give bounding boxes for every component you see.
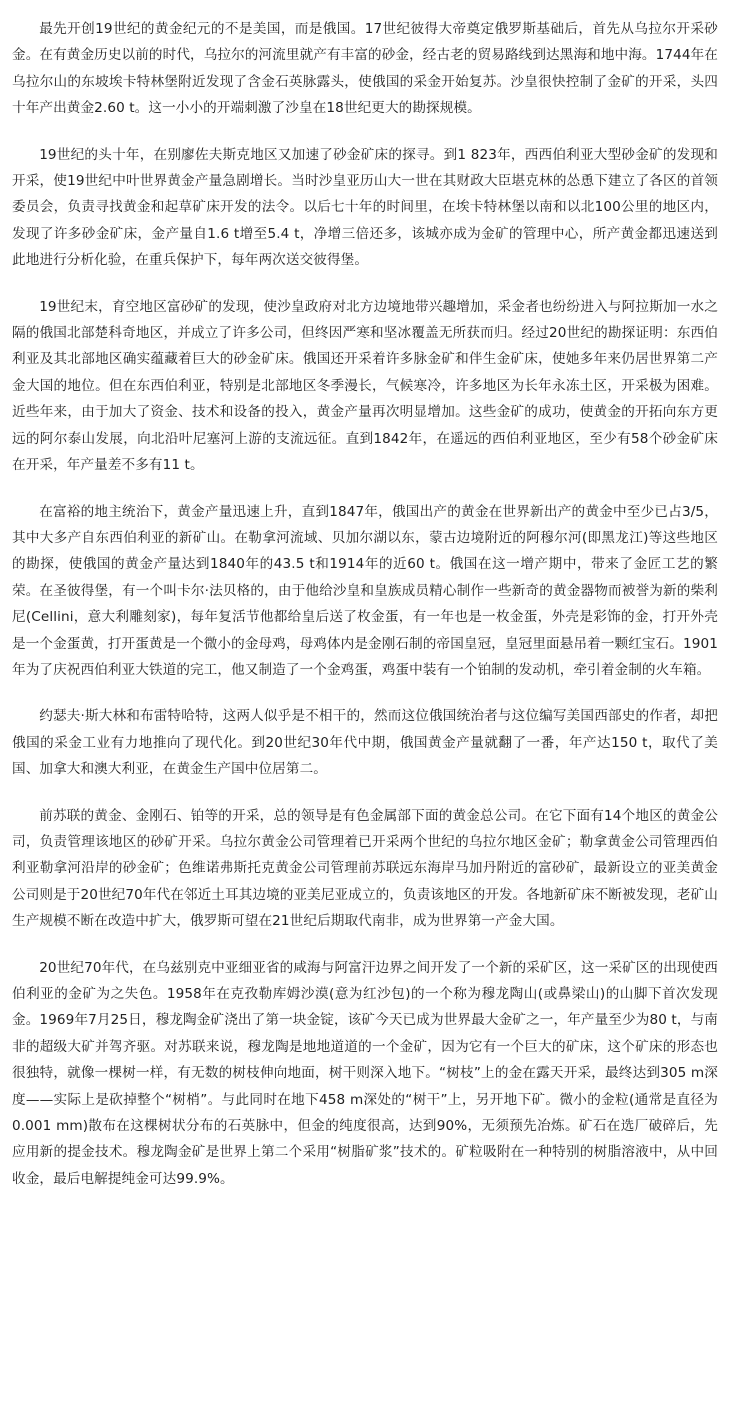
- paragraph-7: 20世纪70年代，在乌兹别克中亚细亚省的咸海与阿富汗边界之间开发了一个新的采矿区，这一采矿区的出现使西伯利亚的金矿为之失色。1958年在克孜勒库姆沙漠(意为红沙包)的一个称为穆龙陶山(或鼻梁山)的山脚下首次发现金。1969年7月25日，穆龙陶金矿浇出了第一块金锭，该矿今天已成为世界最大金矿之一，年产量至少为80 t，与南非的超级大矿并驾齐驱。对苏联来说，穆龙陶是地地道道的一个金矿，因为它有一个巨大的矿床，这个矿床的形态也很独特，就像一棵树一样，有无数的树枝伸向地面，树干则深入地下。“树枝”上的金在露天开采，最终达到305 m深度——实际上是砍掉整个“树梢”。与此同时在地下458 m深处的“树干”上，另开地下矿。微小的金粒(通常是直径为0.001 mm)散布在这棵树状分布的石英脉中，但金的纯度很高，达到90%，无须预先冶炼。矿石在选厂破碎后，先应用新的提金技术。穆龙陶金矿是世界上第二个采用“树脂矿浆”技术的。矿粒吸附在一种特别的树脂溶液中，从中回收金，最后电解提纯金可达99.9%。: [12, 959, 718, 1187]
- paragraph-3: 19世纪末，育空地区富砂矿的发现，使沙皇政府对北方边境地带兴趣增加，采金者也纷纷进入与阿拉斯加一水之隔的俄国北部楚科奇地区，并成立了许多公司，但终因严寒和坚冰覆盖无所获而归。经过20世纪的勘探证明：东西伯利亚及其北部地区确实蕴藏着巨大的砂金矿床。俄国还开采着许多脉金矿和伴生金矿床，使她多年来仍居世界第二产金大国的地位。但在东西伯利亚，特别是北部地区冬季漫长，气候寒冷，许多地区为长年永冻土区，开采极为困难。近些年来，由于加大了资金、技术和设备的投入，黄金产量再次明显增加。这些金矿的成功，使黄金的开拓向东方更远的阿尔泰山发展，向北沿叶尼塞河上游的支流远征。直到1842年，在遥远的西伯利亚地区，至少有58个砂金矿床在开采，年产量差不多有11 t。: [12, 298, 718, 474]
- paragraph-4: 在富裕的地主统治下，黄金产量迅速上升，直到1847年，俄国出产的黄金在世界新出产的黄金中至少已占3/5，其中大多产自东西伯利亚的新矿山。在勒拿河流域、贝加尔湖以东，蒙古边境附近的阿穆尔河(即黑龙江)等这些地区的勘探，使俄国的黄金产量达到1840年的43.5 t和1914年的近60 t。俄国在这一增产期中，带来了金匠工艺的繁荣。在圣彼得堡，有一个叫卡尔·法贝格的，由于他给沙皇和皇族成员精心制作一些新奇的黄金器物而被誉为新的柴利尼(Cellini，意大利雕刻家)，每年复活节他都给皇后送了枚金蛋，有一年也是一枚金蛋，外壳是彩饰的金，打开外壳是一个金蛋黄，打开蛋黄是一个微小的金母鸡，母鸡体内是金刚石制的帝国皇冠，皇冠里面悬吊着一颗红宝石。1901年为了庆祝西伯利亚大铁道的完工，他又制造了一个金鸡蛋，鸡蛋中装有一个铂制的发动机，牵引着金制的火车箱。: [12, 503, 718, 678]
- paragraph-1: 最先开创19世纪的黄金纪元的不是美国，而是俄国。17世纪彼得大帝奠定俄罗斯基础后，首先从乌拉尔开采砂金。在有黄金历史以前的时代，乌拉尔的河流里就产有丰富的砂金，经古老的贸易路线到达黑海和地中海。1744年在乌拉尔山的东坡埃卡特林堡附近发现了含金石英脉露头，使俄国的采金开始复苏。沙皇很快控制了金矿的开采，头四十年产出黄金2.60 t。这一小小的开端刺激了沙皇在18世纪更大的勘探规模。: [12, 21, 718, 117]
- paragraph-5: 约瑟夫·斯大林和布雷特哈特，这两人似乎是不相干的，然而这位俄国统治者与这位编写美国西部史的作者，却把俄国的采金工业有力地推向了现代化。到20世纪30年代中期，俄国黄金产量就翻了一番，年产达150 t，取代了美国、加拿大和澳大利亚，在黄金生产国中位居第二。: [12, 708, 718, 778]
- paragraph-6: 前苏联的黄金、金刚石、铂等的开采，总的领导是有色金属部下面的黄金总公司。在它下面有14个地区的黄金公司，负责管理该地区的砂矿开采。乌拉尔黄金公司管理着已开采两个世纪的乌拉尔地区金矿；勒拿黄金公司管理西伯利亚勒拿河沿岸的砂金矿；色维诺弗斯托克黄金公司管理前苏联远东海岸马加丹附近的富砂矿，最新设立的亚美黄金公司则是于20世纪70年代在邻近土耳其边境的亚美尼亚成立的，负责该地区的开发。各地新矿床不断被发现，老矿山生产规模不断在改造中扩大，俄罗斯可望在21世纪后期取代南非，成为世界第一产金大国。: [12, 807, 718, 930]
- paragraph-2: 19世纪的头十年，在别廖佐夫斯克地区又加速了砂金矿床的探寻。到1 823年，西西伯利亚大型砂金矿的发现和开采，使19世纪中叶世界黄金产量急剧增长。当时沙皇亚历山大一世在其财政大臣堪克林的怂恿下建立了各区的首领委员会，负责寻找黄金和起草矿床开发的法令。以后七十年的时间里，在埃卡特林堡以南和以北100公里的地区内，发现了许多砂金矿床，金产量自1.6 t增至5.4 t，净增三倍还多，该城亦成为金矿的管理中心，所产黄金都迅速送到此地进行分析化验，在重兵保护下，每年两次送交彼得堡。: [12, 146, 718, 269]
